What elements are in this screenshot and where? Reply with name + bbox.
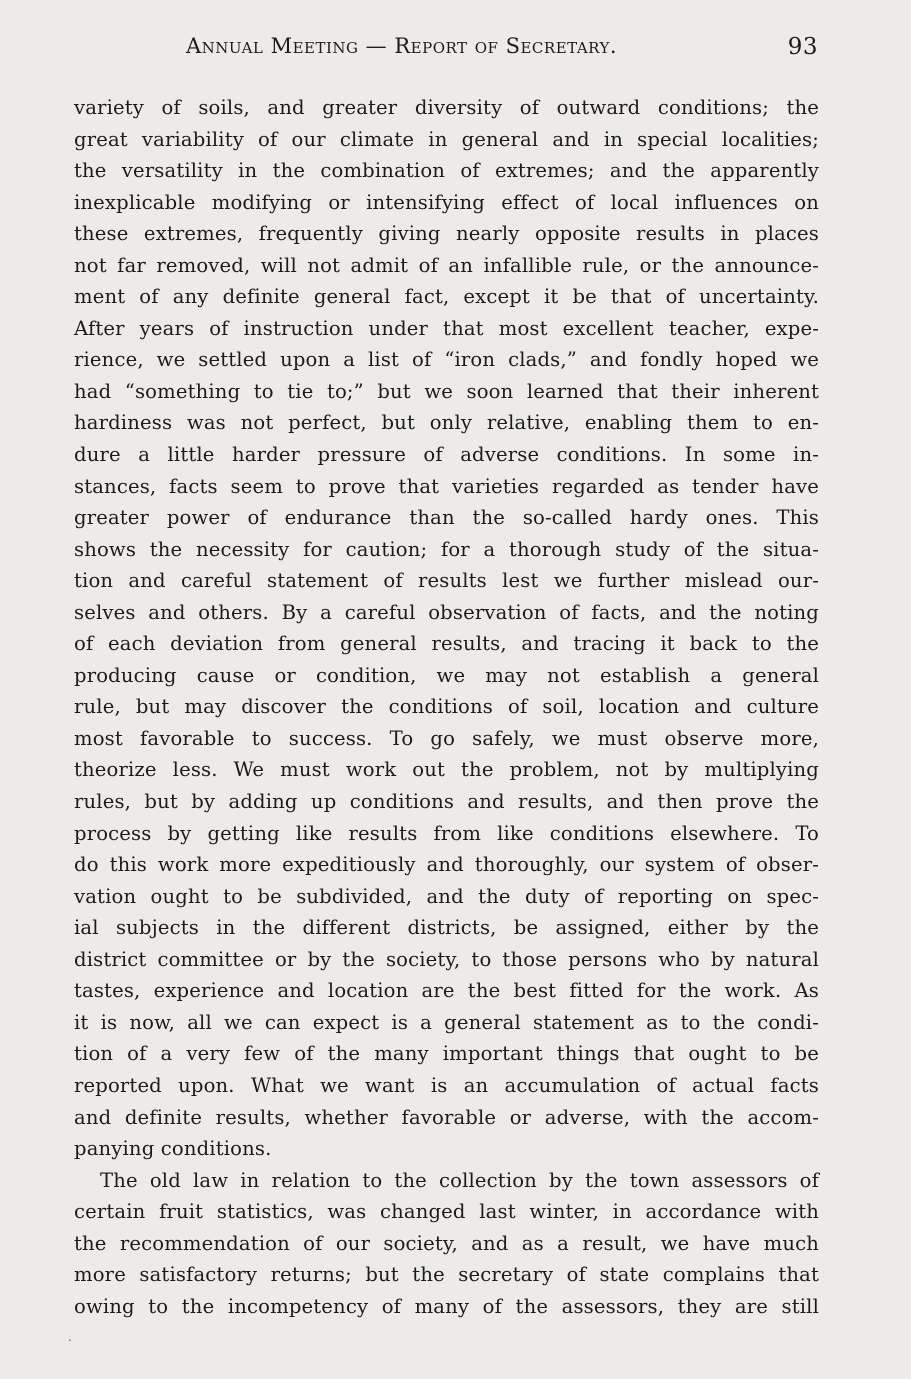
- text-line: shows the necessity for caution; for a thorough study of the situa-: [74, 537, 819, 561]
- body-text: [74, 92, 819, 1322]
- paragraph-end-line: panying conditions.: [74, 1137, 272, 1161]
- text-line: process by getting like results from like conditions elsewhere. To: [74, 821, 819, 845]
- text-line: more satisfactory returns; but the secretary of state complains that: [74, 1263, 819, 1287]
- text-line: rules, but by adding up conditions and results, and then prove the: [74, 790, 819, 814]
- running-title: Annual Meeting — Report of Secretary.: [186, 34, 618, 58]
- text-line: greater power of endurance than the so-called hardy ones. This: [74, 506, 819, 530]
- text-line: reported upon. What we want is an accumulation of actual facts: [74, 1073, 819, 1097]
- text-line: most favorable to success. To go safely, we must observe more,: [74, 726, 819, 750]
- text-line: dure a little harder pressure of adverse conditions. In some in-: [74, 443, 819, 467]
- text-line: inexplicable modifying or intensifying effect of local influences on: [74, 190, 819, 214]
- text-line: rience, we settled upon a list of “iron clads,” and fondly hoped we: [74, 348, 819, 372]
- text-line: tion and careful statement of results lest we further mislead our-: [74, 569, 819, 593]
- text-line: these extremes, frequently giving nearly opposite results in places: [74, 222, 819, 246]
- text-line: district committee or by the society, to those persons who by natural: [74, 947, 819, 971]
- page-speck: .: [68, 1330, 72, 1344]
- text-line: After years of instruction under that most excellent teacher, expe-: [74, 316, 819, 340]
- text-line: owing to the incompetency of many of the assessors, they are still: [74, 1294, 819, 1318]
- text-line: great variability of our climate in general and in special localities;: [74, 127, 819, 151]
- text-line: the versatility in the combination of extremes; and the apparently: [74, 159, 819, 183]
- text-line: the recommendation of our society, and as a result, we have much: [74, 1231, 819, 1255]
- text-line: ment of any definite general fact, except it be that of uncertainty.: [74, 285, 819, 309]
- running-head: [186, 34, 818, 64]
- text-line: hardiness was not perfect, but only relative, enabling them to en-: [74, 411, 819, 435]
- text-line: and definite results, whether favorable or adverse, with the accom-: [74, 1105, 819, 1129]
- text-line: vation ought to be subdivided, and the duty of reporting on spec-: [74, 884, 819, 908]
- paragraph-start-line: The old law in relation to the collection by the town assessors of: [100, 1168, 819, 1192]
- text-line: do this work more expeditiously and thoroughly, our system of obser-: [74, 853, 819, 877]
- text-line: tastes, experience and location are the best fitted for the work. As: [74, 979, 819, 1003]
- text-line: ial subjects in the different districts, be assigned, either by the: [74, 916, 819, 940]
- text-line: theorize less. We must work out the problem, not by multiplying: [74, 758, 819, 782]
- text-line: it is now, all we can expect is a general statement as to the condi-: [74, 1010, 819, 1034]
- text-line: producing cause or condition, we may not establish a general: [74, 663, 819, 687]
- text-line: variety of soils, and greater diversity of outward conditions; the: [74, 96, 819, 119]
- text-line: had “something to tie to;” but we soon learned that their inherent: [74, 379, 819, 403]
- text-line: stances, facts seem to prove that varieties regarded as tender have: [74, 474, 819, 498]
- page-number: 93: [787, 34, 818, 60]
- text-line: not far removed, will not admit of an infallible rule, or the announce-: [74, 253, 819, 277]
- text-line: tion of a very few of the many important things that ought to be: [74, 1042, 819, 1066]
- text-line: rule, but may discover the conditions of soil, location and culture: [74, 695, 819, 719]
- text-line: selves and others. By a careful observation of facts, and the noting: [74, 600, 819, 624]
- text-line: of each deviation from general results, and tracing it back to the: [74, 632, 819, 656]
- text-line: certain fruit statistics, was changed last winter, in accordance with: [74, 1200, 819, 1224]
